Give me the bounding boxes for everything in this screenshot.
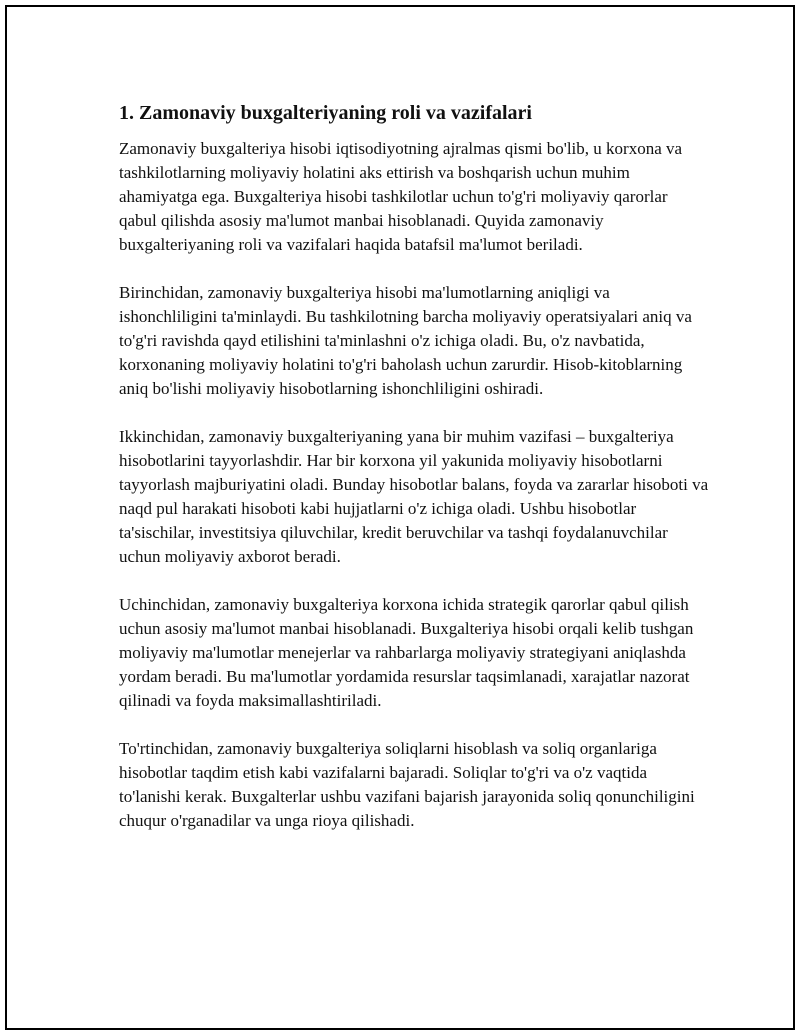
document-title: 1. Zamonaviy buxgalteriyaning roli va vazifalari xyxy=(119,102,532,124)
page-frame xyxy=(5,5,795,1030)
paragraph-first: Birinchidan, zamonaviy buxgalteriya hisobi ma'lumotlarning aniqligi va ishonchliligini ta'minlaydi. Bu tashkilotning barcha moliyaviy operatsiyalari aniq va to'g'ri ravishda qayd etilishini ta'minlashni o'z ichiga oladi. Bu, o'z navbatida, korxonaning moliyaviy holatini to'g'ri baholash uchun zarurdir. Hisob-kitoblarning aniq bo'lishi moliyaviy hisobotlarning ishonchliligini oshiradi. xyxy=(119,283,692,398)
paragraph-third: Uchinchidan, zamonaviy buxgalteriya korxona ichida strategik qarorlar qabul qilish uchun asosiy ma'lumot manbai hisoblanadi. Buxgalteriya hisobi orqali kelib tushgan moliyaviy ma'lumotlar menejerlar va rahbarlarga moliyaviy strategiyani aniqlashda yordam beradi. Bu ma'lumotlar yordamida resurslar taqsimlanadi, xarajatlar nazorat qilinadi va foyda maksimallashtiriladi. xyxy=(119,595,694,710)
paragraph-second: Ikkinchidan, zamonaviy buxgalteriyaning yana bir muhim vazifasi – buxgalteriya hisobotlarini tayyorlashdir. Har bir korxona yil yakunida moliyaviy hisobotlarni tayyorlash majburiyatini oladi. Bunday hisobotlar balans, foyda va zararlar hisoboti va naqd pul harakati hisoboti kabi hujjatlarni o'z ichiga oladi. Ushbu hisobotlar ta'sischilar, investitsiya qiluvchilar, kredit beruvchilar va tashqi foydalanuvchilar uchun moliyaviy axborot beradi. xyxy=(119,427,709,566)
paragraph-fourth: To'rtinchidan, zamonaviy buxgalteriya soliqlarni hisoblash va soliq organlariga hisobotlar taqdim etish kabi vazifalarni bajaradi. Soliqlar to'g'ri va o'z vaqtida to'lanishi kerak. Buxgalterlar ushbu vazifani bajarish jarayonida soliq qonunchiligini chuqur o'rganadilar va unga rioya qilishadi. xyxy=(119,739,695,830)
document-body xyxy=(119,101,709,857)
paragraph-intro: Zamonaviy buxgalteriya hisobi iqtisodiyotning ajralmas qismi bo'lib, u korxona va tashkilotlarning moliyaviy holatini aks ettirish va boshqarish uchun muhim ahamiyatga ega. Buxgalteriya hisobi tashkilotlar uchun to'g'ri moliyaviy qarorlar qabul qilishda asosiy ma'lumot manbai hisoblanadi. Quyida zamonaviy buxgalteriyaning roli va vazifalari haqida batafsil ma'lumot beriladi. xyxy=(119,139,683,254)
